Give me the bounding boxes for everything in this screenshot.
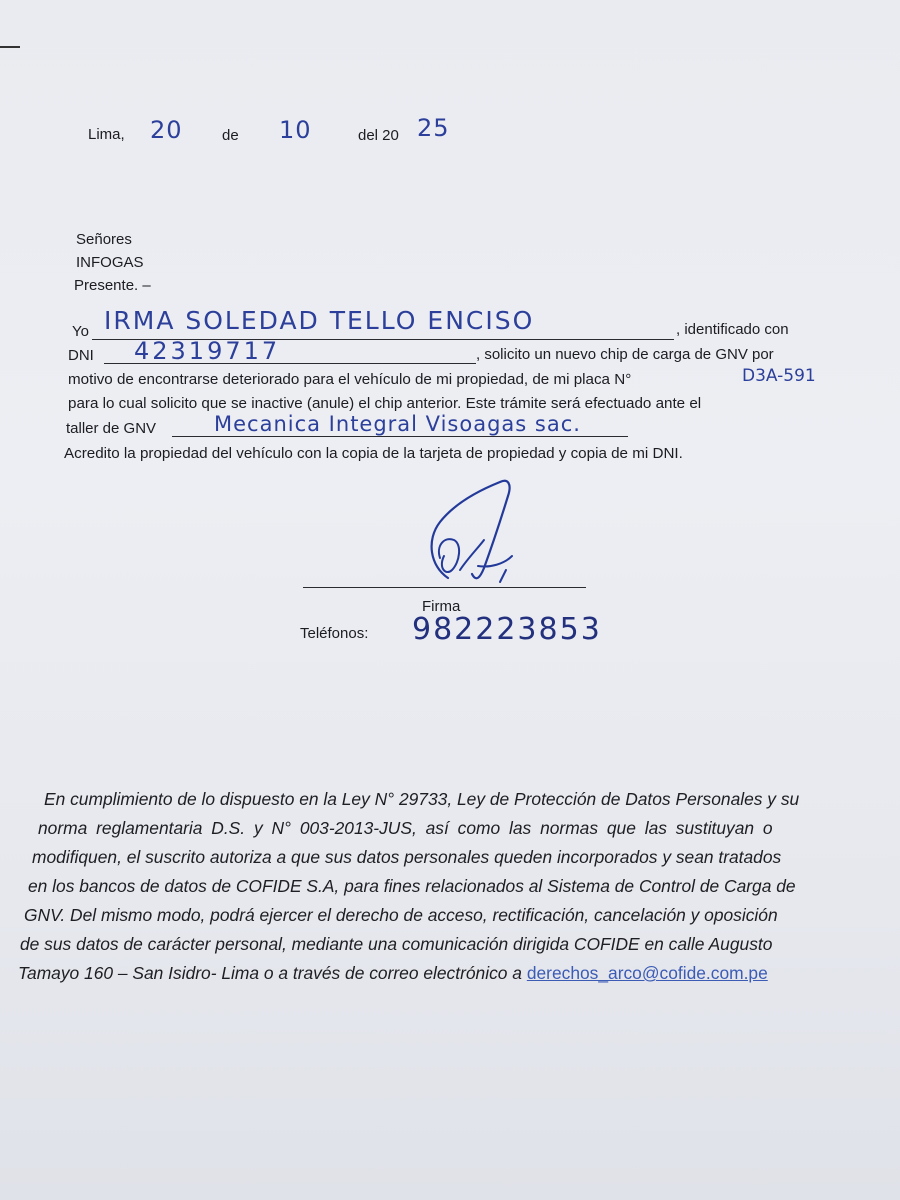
notice-line-2: norma reglamentaria D.S. y N° 003-2013-JUS, así como las normas que las sustituyan o [38, 818, 773, 838]
signature-label: Firma [422, 598, 461, 615]
solicito-text: , solicito un nuevo chip de carga de GNV por [476, 346, 774, 363]
corner-mark [0, 46, 20, 48]
recipient-line2: INFOGAS [76, 254, 144, 271]
taller-label: taller de GNV [66, 420, 157, 437]
notice-line-6: de sus datos de carácter personal, mediante una comunicación dirigida COFIDE en calle Augusto [20, 934, 773, 954]
notice-line-7 [18, 963, 768, 984]
signature-line [303, 587, 586, 588]
dni-handwritten: 42319717 [134, 337, 281, 365]
phone-label: Teléfonos: [300, 625, 369, 642]
recipient-line3: Presente. – [74, 277, 151, 294]
motivo-text: motivo de encontrarse deteriorado para el vehículo de mi propiedad, de mi placa N° [68, 371, 632, 388]
city-label: Lima, [88, 126, 125, 143]
notice-line-7-text: Tamayo 160 – San Isidro- Lima o a través de correo electrónico a [18, 963, 522, 983]
name-handwritten: IRMA SOLEDAD TELLO ENCISO [104, 306, 535, 335]
inactive-text: para lo cual solicito que se inactive (anule) el chip anterior. Este trámite será efectuado ante el [68, 395, 702, 412]
acredito-text: Acredito la propiedad del vehículo con la copia de la tarjeta de propiedad y copia de mi DNI. [64, 445, 683, 462]
taller-underline [172, 436, 628, 437]
recipient-line1: Señores [76, 231, 132, 248]
dni-label: DNI [68, 347, 94, 364]
notice-line-3: modifiquen, el suscrito autoriza a que sus datos personales queden incorporados y sean tratados [32, 847, 782, 867]
year-handwritten: 25 [417, 114, 450, 142]
day-handwritten: 20 [150, 116, 183, 144]
de-label: de [222, 127, 239, 144]
signature-drawing [400, 470, 560, 590]
yo-label: Yo [72, 323, 89, 340]
del-label: del 20 [358, 127, 399, 144]
plate-handwritten: D3A-591 [742, 366, 816, 386]
email-link[interactable]: derechos_arco@cofide.com.pe [526, 963, 768, 983]
taller-handwritten: Mecanica Integral Visoagas sac. [214, 412, 581, 436]
notice-line-1: En cumplimiento de lo dispuesto en la Ley N° 29733, Ley de Protección de Datos Personales y su [44, 789, 800, 809]
notice-line-5: GNV. Del mismo modo, podrá ejercer el derecho de acceso, rectificación, cancelación y oposición [24, 905, 778, 925]
identificado-text: , identificado con [676, 321, 789, 338]
month-handwritten: 10 [279, 116, 312, 144]
phone-handwritten: 982223853 [412, 612, 602, 647]
notice-line-4: en los bancos de datos de COFIDE S.A, para fines relacionados al Sistema de Control de Carga de [28, 876, 796, 896]
